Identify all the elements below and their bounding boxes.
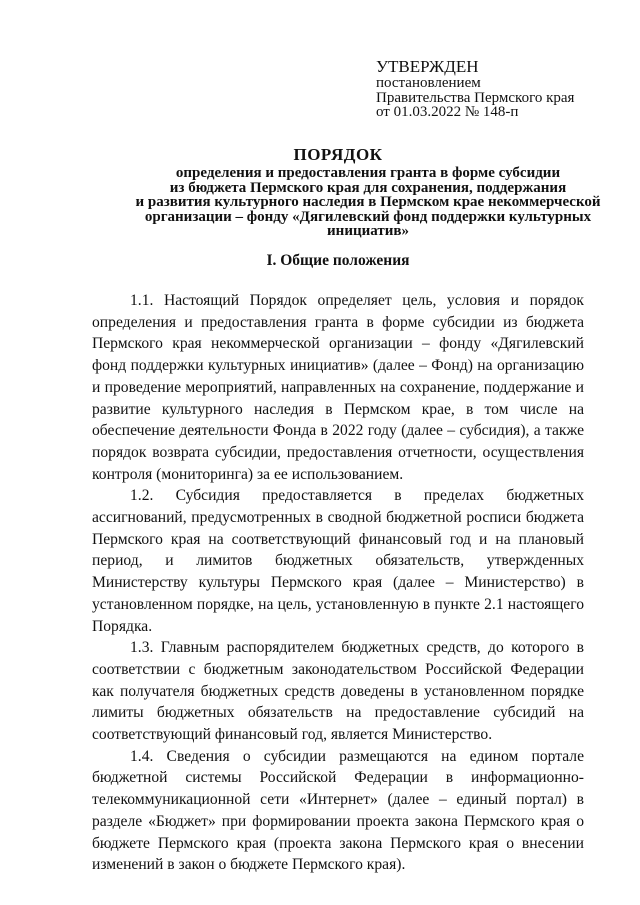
paragraph: 1.3. Главным распорядителем бюджетных средств, до которого в соответствии с бюджетным законодательством Российской Федерации как получателя бюджетных средств доведены в установленном порядке лимиты бюджетных обязательств на предоставление субсидий на соответствующий финансовый год, является Министерство. [92,639,584,744]
approval-stamp [376,58,626,120]
paragraph: 1.2. Субсидия предоставляется в пределах бюджетных ассигнований, предусмотренных в сводной бюджетной росписи бюджета Пермского края на соответствующий финансовый год и на плановый период, и лимитов бюджетных обязательств, утвержденных Министерству культуры Пермского края (далее – Министерство) в установленном порядке, на цель, установленную в пункте 2.1 настоящего Порядка. [92,487,584,635]
approval-line: от 01.03.2022 № 148-п [376,104,519,120]
approval-title: УТВЕРЖДЕН [376,57,479,76]
section-heading: I. Общие положения [266,252,410,269]
document-title: ПОРЯДОК [293,145,383,164]
paragraph: 1.1. Настоящий Порядок определяет цель, условия и порядок определения и предоставления гранта в форме субсидии из бюджета Пермского края некоммерческой организации – фонду «Дягилевский фонд поддержки культурных инициатив» (далее – Фонд) на организацию и проведение мероприятий, направленных на сохранение, поддержание и развитие культурного наследия в Пермском крае, в том числе на обеспечение деятельности Фонда в 2022 году (далее – субсидия), а также порядок возврата субсидии, предоставления отчетности, осуществления контроля (мониторинга) за ее использованием. [92,292,584,483]
subtitle-line: определения и предоставления гранта в форме субсидии [175,165,561,181]
section-body [92,290,584,876]
subtitle-line: из бюджета Пермского края для сохранения, поддержания [169,179,567,196]
subtitle-line: инициатив» [327,223,409,239]
approval-line: постановлением [376,75,481,91]
subtitle-line: и развития культурного наследия в Пермском крае некоммерческой [135,194,601,210]
approval-line: Правительства Пермского края [376,89,575,106]
document-subtitle [60,166,640,239]
paragraph: 1.4. Сведения о субсидии размещаются на едином портале бюджетной системы Российской Федерации в информационно-телекоммуникационной сети «Интернет» (далее – единый портал) в разделе «Бюджет» при формировании проекта закона Пермского края о бюджете Пермского края (проекта закона Пермского края о внесении изменений в закон о бюджете Пермского края). [92,747,584,874]
subtitle-line: организации – фонду «Дягилевский фонд поддержки культурных [144,208,592,225]
